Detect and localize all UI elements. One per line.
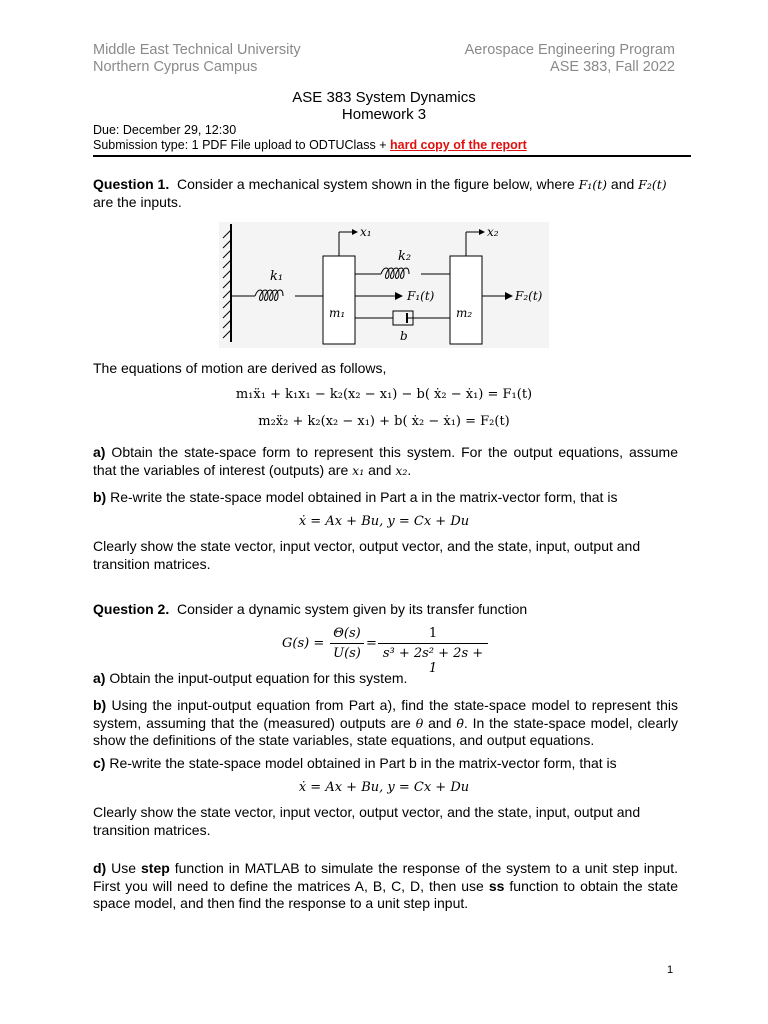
course-title: ASE 383 System Dynamics <box>292 89 476 106</box>
q2-a-label: a) <box>93 670 106 686</box>
tf-numerator-1: Θ(s) <box>333 626 361 641</box>
due-date: Due: December 29, 12:30 <box>93 123 237 137</box>
q1-label: Question 1. <box>93 176 170 192</box>
header-program: Aerospace Engineering Program <box>464 42 675 58</box>
f2-figure-label: F₂(t) <box>515 289 543 303</box>
hard-copy-note: hard copy of the report <box>390 138 527 152</box>
q1-intro-end: are the inputs. <box>93 193 182 210</box>
tf-fraction-bar-1 <box>330 643 364 644</box>
q2-a-text: Obtain the input-output equation for this system. <box>105 670 408 686</box>
header-rule <box>93 155 691 157</box>
tf-denominator-2: s³ + 2s² + 2s + 1 <box>382 646 484 676</box>
tf-fraction-bar-2 <box>378 643 488 644</box>
tf-denominator-1: U(s) <box>333 646 361 661</box>
header-university: Middle East Technical University <box>93 42 301 58</box>
q2-d-ss: ss <box>488 877 505 894</box>
q2-d-text1: function in MATLAB to simulate the response of the system to a unit step input. First you will need to define the matrices A, B, C, D, then use <box>93 860 678 894</box>
q2-b-theta: θ <box>415 715 424 731</box>
b-label: b <box>400 329 408 343</box>
q2-part-a <box>93 670 678 688</box>
q1-b-text: Re-write the state-space model obtained in Part a in the matrix-vector form, that is <box>106 489 618 505</box>
x2-label: x₂ <box>487 225 499 239</box>
tf-numerator-2: 1 <box>428 626 438 641</box>
q1-a-x1: x₁ <box>352 462 365 478</box>
q2-part-d <box>93 860 678 913</box>
q2-part-c <box>93 755 678 773</box>
q2-intro <box>93 601 678 619</box>
submission-type-text: Submission type: 1 PDF File upload to ODTUClass + <box>93 138 390 152</box>
q2-state-space-equation: ẋ = Ax + Bu, y = Cx + Du <box>298 780 470 795</box>
page-number: 1 <box>667 964 674 976</box>
q2-part-b <box>93 697 678 750</box>
equation-1: m₁ẍ₁ + k₁x₁ − k₂(x₂ − x₁) − b( ẋ₂ − ẋ₁) = F₁(t) <box>235 387 533 402</box>
q1-and: and <box>607 176 639 192</box>
equation-2: m₂ẍ₂ + k₂(x₂ − x₁) + b( ẋ₂ − ẋ₁) = F₂(t) <box>258 414 510 429</box>
q1-f1: F₁(t) <box>578 177 608 192</box>
q2-b-thetadot: θ̇ <box>456 715 464 731</box>
header-campus: Northern Cyprus Campus <box>93 59 258 75</box>
tf-equals: = <box>366 636 377 651</box>
q2-c-label: c) <box>93 755 106 771</box>
q1-a-text: Obtain the state-space form to represent this system. For the output equations, assume that the variables of interest (outputs) are <box>93 444 678 478</box>
q1-a-and: and <box>364 461 396 478</box>
q1-clearly-show: Clearly show the state vector, input vector, output vector, and the state, input, output and transition matrices. <box>93 538 641 572</box>
m1-label: m₁ <box>329 306 346 320</box>
m2-label: m₂ <box>456 306 473 320</box>
q1-intro-text: Consider a mechanical system shown in the figure below, where <box>177 176 579 192</box>
q1-a-end: . <box>407 461 412 478</box>
submission-type <box>93 138 527 153</box>
q1-intro <box>93 176 678 211</box>
q1-part-a <box>93 444 678 479</box>
q1-a-label: a) <box>93 444 106 460</box>
tf-lhs: G(s) = <box>282 636 325 651</box>
q2-b-and: and <box>423 714 457 731</box>
q2-d-label: d) <box>93 860 107 876</box>
homework-title: Homework 3 <box>341 106 427 123</box>
q2-c-text: Re-write the state-space model obtained in Part b in the matrix-vector form, that is <box>105 755 617 771</box>
q2-b-text2: . In the state-space model, clearly show the definitions of the state variables, state equations, and output equations. <box>93 714 678 748</box>
k2-label: k₂ <box>398 249 412 264</box>
q1-b-label: b) <box>93 489 107 505</box>
q1-part-b <box>93 489 678 507</box>
equations-intro: The equations of motion are derived as follows, <box>93 360 387 376</box>
q2-b-text1: Using the input-output equation from Part a), find the state-space model to represent this system, assuming that the (measured) outputs are <box>93 697 678 731</box>
header-course-term: ASE 383, Fall 2022 <box>550 59 675 75</box>
q2-d-use: Use <box>106 860 142 876</box>
q1-a-x2: x₂ <box>395 462 408 478</box>
mechanical-system-figure <box>219 222 549 348</box>
q2-clearly-show: Clearly show the state vector, input vector, output vector, and the state, input, output and transition matrices. <box>93 804 641 838</box>
q2-d-text2: function to obtain the state space model, and then find the response to a unit step input. <box>93 877 678 911</box>
q2-label: Question 2. <box>93 601 170 617</box>
q1-f2: F₂(t) <box>638 177 667 192</box>
q2-d-step: step <box>141 860 170 876</box>
f1-figure-label: F₁(t) <box>407 289 435 303</box>
q2-intro-text: Consider a dynamic system given by its transfer function <box>177 601 528 617</box>
transfer-function <box>282 624 492 676</box>
q1-state-space-equation: ẋ = Ax + Bu, y = Cx + Du <box>298 514 470 529</box>
q2-b-label: b) <box>93 697 107 713</box>
k1-label: k₁ <box>270 269 284 284</box>
x1-label: x₁ <box>360 225 372 239</box>
